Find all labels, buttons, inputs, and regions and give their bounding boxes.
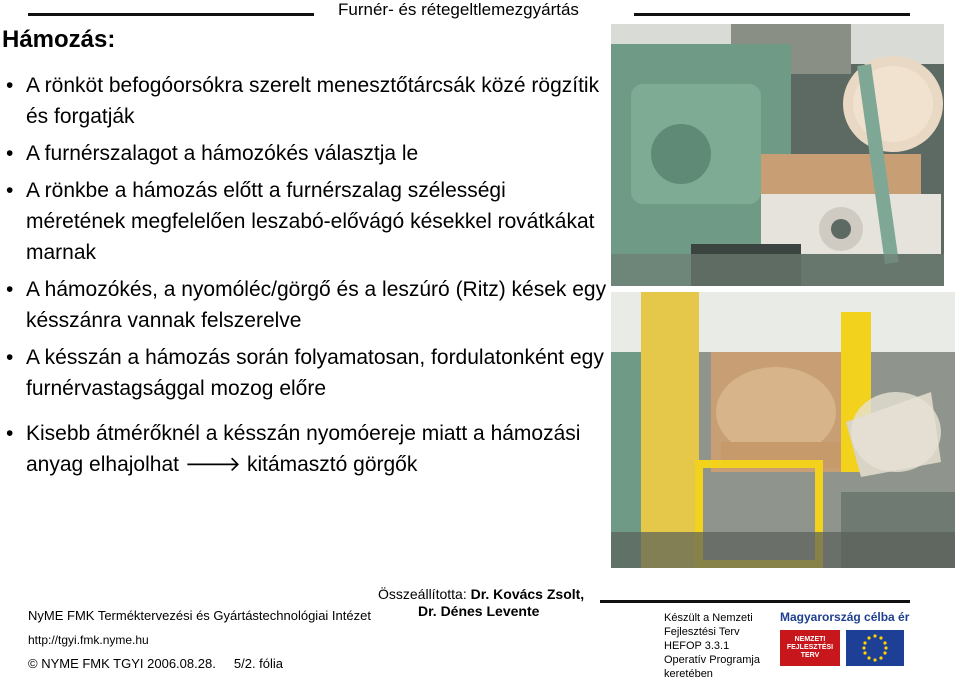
copyright-line (28, 656, 283, 671)
bullet-item: • A késszán a hámozás során folyamatosan, fordulatonként egy furnérvastagsággal mozog előre (6, 342, 610, 404)
header-rule-right (634, 13, 910, 16)
author-credit (378, 586, 584, 602)
header-title: Furnér- és rétegeltlemezgyártás (338, 0, 579, 19)
bullet-item: • A furnérszalagot a hámozókés választja le (6, 138, 610, 169)
institute-url[interactable]: http://tgyi.fmk.nyme.hu (28, 633, 149, 647)
author-name-2: Dr. Dénes Levente (418, 603, 540, 619)
bullet-item: • A rönköt befogóorsókra szerelt menesztőtárcsák közé rögzítik és forgatják (6, 70, 610, 132)
page-number: 5/2. fólia (233, 656, 284, 671)
bullet-item: • Kisebb átmérőknél a késszán nyomóereje miatt a hámozási anyag elhajolhat 🡒 kitámasztó görgők (6, 418, 610, 480)
copyright-text: © NYME FMK TGYI 2006.08.28. (28, 656, 216, 671)
eu-stars-icon (846, 630, 904, 666)
knife-carriage-photo (611, 292, 955, 568)
program-notice: Készült a Nemzeti Fejlesztési Terv HEFOP 3.3.1 Operatív Programja keretében (664, 612, 760, 680)
bullet-item: • A hámozókés, a nyomóléc/görgő és a leszúró (Ritz) kések egy késszánra vannak felszerelve (6, 274, 610, 336)
bullet-list (6, 70, 610, 486)
institute-name: NyME FMK Terméktervezési és Gyártástechnológiai Intézet (28, 608, 371, 623)
bullet-item: • A rönkbe a hámozás előtt a furnérszalag szélességi méretének megfelelően leszabó-elővágó késekkel rovátkákat marnak (6, 175, 610, 268)
footer-rule (600, 600, 910, 603)
program-slogan: Magyarország célba ér (780, 610, 910, 624)
nft-logo-text: NEMZETI FEJLESZTÉSI TERV (786, 636, 834, 659)
author-name-1: Dr. Kovács Zsolt, (470, 586, 585, 602)
eu-flag-logo (846, 630, 904, 666)
author-label: Összeállította: (378, 586, 467, 602)
nft-logo (780, 630, 840, 666)
slide-title: Hámozás: (2, 26, 116, 53)
header-rule-left (28, 13, 314, 16)
peeling-machine-photo (611, 24, 944, 286)
